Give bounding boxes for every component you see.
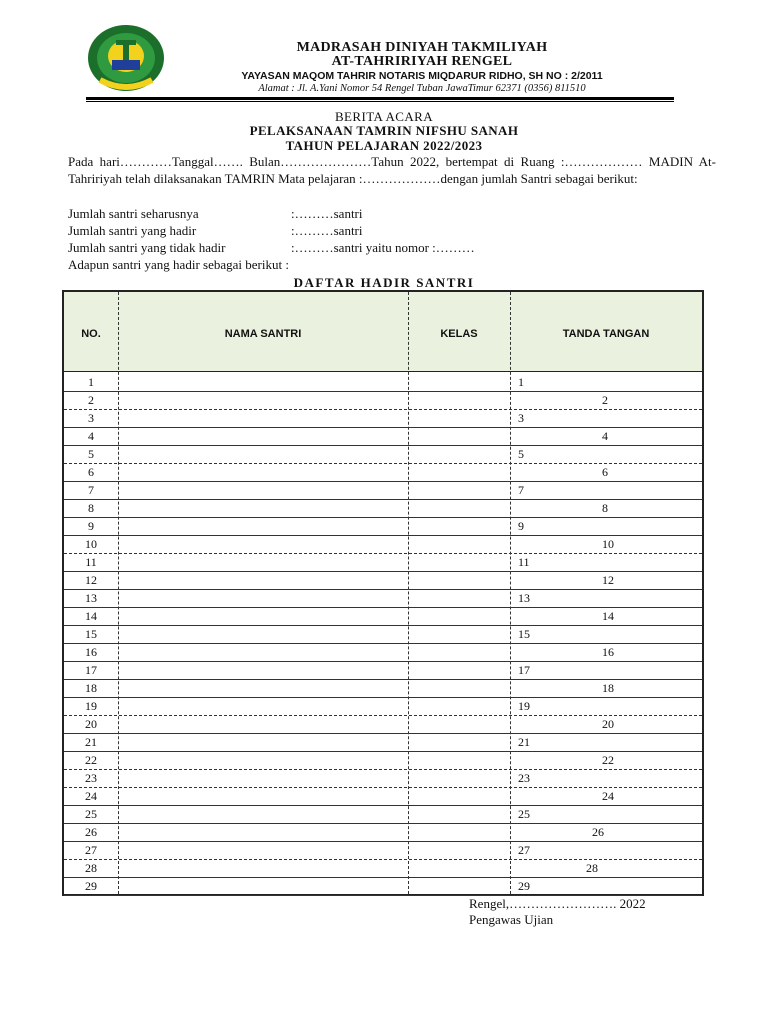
count-absent-label: Jumlah santri yang tidak hadir [68, 240, 226, 255]
table-row [64, 787, 702, 806]
column-header-signature: TANDA TANGAN [562, 328, 650, 340]
table-row [64, 679, 702, 698]
table-row [64, 373, 702, 392]
signature-place-date: Rengel,……………………. 2022 [469, 896, 646, 911]
signature-number: 9 [518, 519, 524, 533]
table-row [64, 553, 702, 572]
signature-number: 5 [518, 447, 524, 461]
foundation-line: YAYASAN MAQOM TAHRIR NOTARIS MIQDARUR RIDHO, SH NO : 2/2011 [241, 70, 603, 82]
school-subname: AT-TAHRIRIYAH RENGEL [331, 54, 513, 69]
table-row [64, 445, 702, 464]
row-number: 8 [88, 501, 94, 515]
signature-number: 16 [602, 645, 614, 659]
signature-number: 7 [518, 483, 524, 497]
row-number: 23 [85, 771, 97, 785]
signature-number: 12 [602, 573, 614, 587]
table-row [64, 643, 702, 662]
table-row [64, 463, 702, 482]
count-expected-label: Jumlah santri seharusnya [68, 206, 199, 221]
table-row [64, 715, 702, 734]
signature-number: 21 [518, 735, 530, 749]
table-row [64, 877, 702, 896]
row-number: 15 [85, 627, 97, 641]
school-logo [86, 24, 166, 94]
signature-number: 26 [592, 825, 604, 839]
table-row [64, 571, 702, 590]
row-number: 7 [88, 483, 94, 497]
table-header [64, 292, 702, 372]
signature-number: 3 [518, 411, 524, 425]
table-row [64, 769, 702, 788]
school-name: MADRASAH DINIYAH TAKMILIYAH [296, 40, 548, 55]
signature-number: 20 [602, 717, 614, 731]
row-number: 11 [85, 555, 97, 569]
table-row [64, 589, 702, 608]
attendance-intro: Adapun santri yang hadir sebagai berikut : [68, 257, 289, 272]
row-number: 18 [85, 681, 97, 695]
row-number: 21 [85, 735, 97, 749]
table-row [64, 859, 702, 878]
signature-number: 23 [518, 771, 530, 785]
row-number: 2 [88, 393, 94, 407]
row-number: 13 [85, 591, 97, 605]
count-present-value: :………santri [291, 223, 363, 238]
document-subtitle: PELAKSANAAN TAMRIN NIFSHU SANAH [249, 123, 519, 138]
row-number: 17 [85, 663, 97, 677]
row-number: 28 [85, 861, 97, 875]
column-header-class: KELAS [440, 328, 478, 340]
signature-number: 17 [518, 663, 530, 677]
table-row [64, 391, 702, 410]
row-number: 1 [88, 375, 94, 389]
column-divider [510, 292, 511, 894]
row-number: 9 [88, 519, 94, 533]
signature-number: 13 [518, 591, 530, 605]
row-number: 25 [85, 807, 97, 821]
signature-number: 4 [602, 429, 608, 443]
signature-number: 29 [518, 879, 530, 893]
signature-number: 19 [518, 699, 530, 713]
row-number: 19 [85, 699, 97, 713]
signature-number: 25 [518, 807, 530, 821]
table-row [64, 499, 702, 518]
table-row [64, 481, 702, 500]
row-number: 20 [85, 717, 97, 731]
table-row [64, 823, 702, 842]
signature-number: 6 [602, 465, 608, 479]
table-row [64, 517, 702, 536]
table-row [64, 535, 702, 554]
header-divider [86, 97, 674, 100]
column-divider [118, 292, 119, 894]
table-row [64, 625, 702, 644]
row-number: 10 [85, 537, 97, 551]
signature-number: 11 [518, 555, 530, 569]
table-row [64, 751, 702, 770]
signature-number: 27 [518, 843, 530, 857]
row-number: 26 [85, 825, 97, 839]
row-number: 14 [85, 609, 97, 623]
count-present-label: Jumlah santri yang hadir [68, 223, 197, 238]
signature-number: 8 [602, 501, 608, 515]
attendance-table [62, 290, 704, 896]
column-header-no: NO. [81, 328, 101, 340]
table-row [64, 697, 702, 716]
row-number: 29 [85, 879, 97, 893]
signature-number: 14 [602, 609, 614, 623]
table-row [64, 805, 702, 824]
row-number: 12 [85, 573, 97, 587]
column-header-name: NAMA SANTRI [224, 328, 302, 340]
school-address: Alamat : Jl. A.Yani Nomor 54 Rengel Tuban JawaTimur 62371 (0356) 811510 [258, 83, 586, 94]
row-number: 4 [88, 429, 94, 443]
signature-number: 18 [602, 681, 614, 695]
column-divider [408, 292, 409, 894]
signature-number: 28 [586, 861, 598, 875]
table-row [64, 841, 702, 860]
signature-role: Pengawas Ujian [469, 912, 554, 927]
table-row [64, 607, 702, 626]
academic-year: TAHUN PELAJARAN 2022/2023 [285, 138, 483, 153]
table-row [64, 409, 702, 428]
signature-number: 15 [518, 627, 530, 641]
signature-number: 2 [602, 393, 608, 407]
count-absent-value: :………santri yaitu nomor :……… [291, 240, 475, 255]
count-expected-value: :………santri [291, 206, 363, 221]
row-number: 16 [85, 645, 97, 659]
row-number: 5 [88, 447, 94, 461]
row-number: 22 [85, 753, 97, 767]
table-row [64, 661, 702, 680]
table-row [64, 733, 702, 752]
document-title: BERITA ACARA [334, 109, 434, 124]
row-number: 24 [85, 789, 97, 803]
signature-number: 22 [602, 753, 614, 767]
row-number: 3 [88, 411, 94, 425]
row-number: 27 [85, 843, 97, 857]
signature-number: 10 [602, 537, 614, 551]
attendance-table-title: DAFTAR HADIR SANTRI [293, 275, 475, 290]
row-number: 6 [88, 465, 94, 479]
table-row [64, 427, 702, 446]
intro-paragraph: Pada hari…………Tanggal……. Bulan…………………Tahun 2022, bertempat di Ruang :……………… MADIN At-Tahririyah telah dilaksanakan TAMRIN Mata pelajaran :………………dengan jumlah Santri sebagai berikut: [68, 154, 716, 186]
signature-number: 1 [518, 375, 524, 389]
header-divider-thin [86, 101, 674, 102]
signature-number: 24 [602, 789, 614, 803]
